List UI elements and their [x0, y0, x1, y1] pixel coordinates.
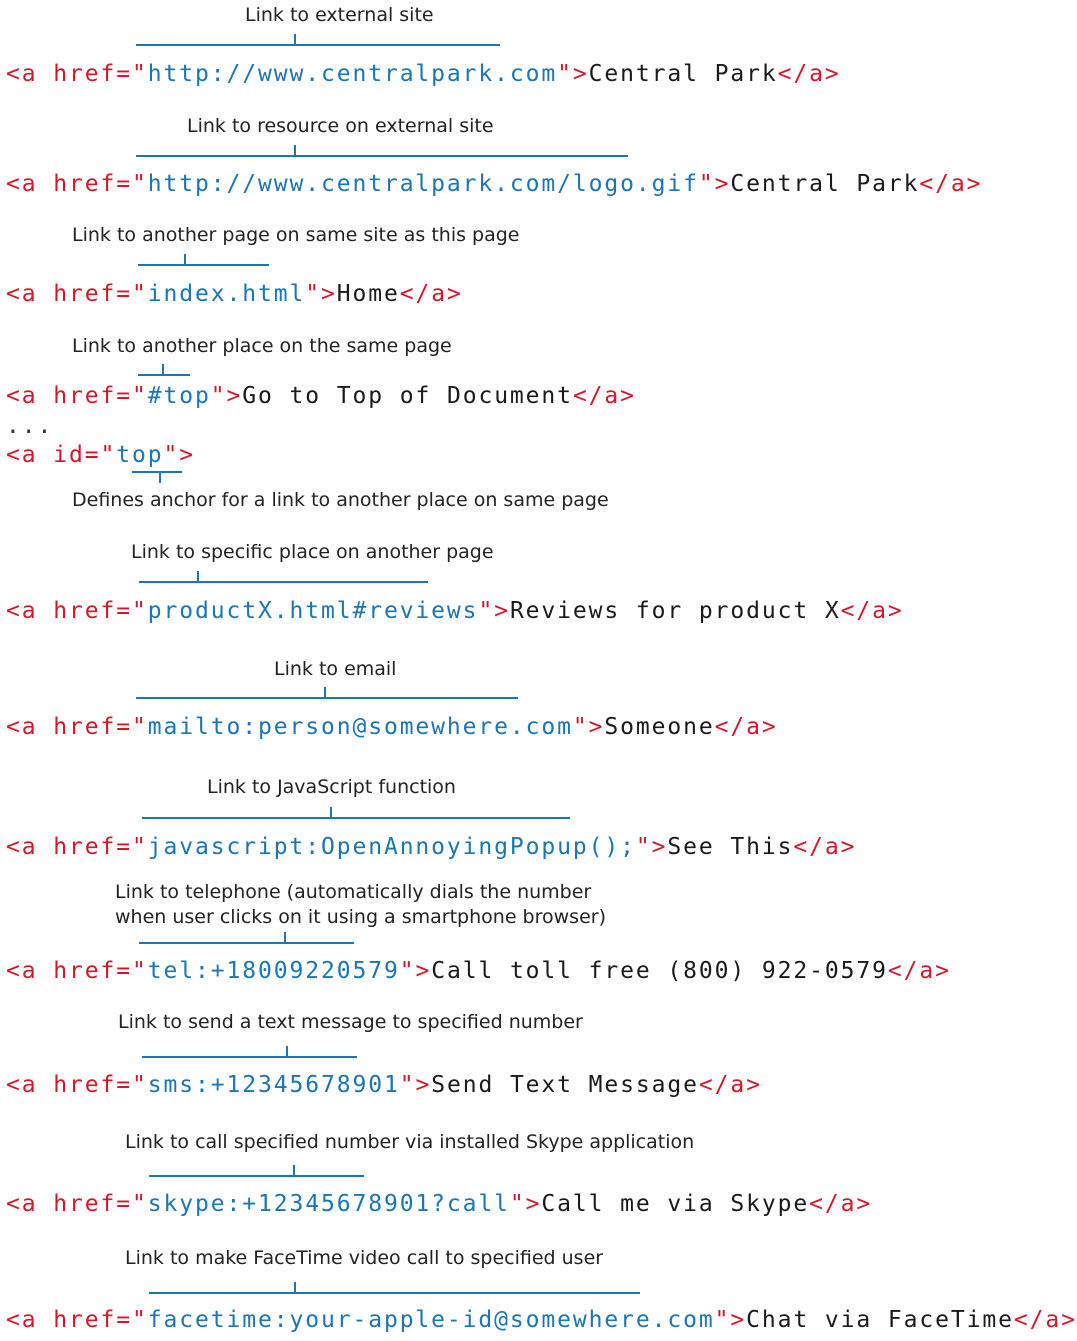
link-text: Reviews for product X	[509, 598, 841, 624]
code-line	[6, 597, 904, 625]
tag-end: </a>	[809, 1191, 873, 1217]
value-bracket	[136, 145, 628, 157]
link-text: Home	[336, 281, 400, 307]
href-value: #top	[147, 383, 211, 409]
annotation-label: Link to specific place on another page	[131, 541, 494, 563]
href-value: mailto:person@somewhere.com	[147, 714, 573, 740]
tag-end: </a>	[714, 714, 778, 740]
value-bracket	[136, 687, 518, 699]
link-text: Central Park	[588, 61, 778, 87]
tag-close: ">	[635, 834, 668, 860]
code-line	[6, 833, 856, 861]
code-line	[6, 280, 463, 308]
href-value: tel:+18009220579	[147, 958, 400, 984]
tag-close: ">	[478, 598, 510, 624]
code-line	[6, 1190, 872, 1218]
tag-open: <a href="	[6, 714, 148, 740]
tag-close: ">	[714, 1307, 747, 1333]
anchor-code-line	[6, 441, 195, 469]
tag-close: ">	[399, 958, 432, 984]
value-bracket	[149, 1282, 640, 1294]
code-line	[6, 1306, 1077, 1334]
tag-open: <a href="	[6, 383, 148, 409]
value-bracket	[149, 1165, 364, 1177]
tag-end: </a>	[919, 171, 983, 197]
tag-open: <a id="	[6, 442, 117, 468]
link-text: Call toll free (800) 922-0579	[431, 958, 888, 984]
code-line	[6, 713, 778, 741]
link-text: Call me via Skype	[541, 1191, 810, 1217]
tag-end: </a>	[698, 1072, 762, 1098]
link-text: Chat via FaceTime	[746, 1307, 1014, 1333]
tag-close: ">	[163, 442, 195, 468]
tag-open: <a href="	[6, 1307, 148, 1333]
code-line	[6, 170, 982, 198]
link-text: Send Text Message	[431, 1072, 699, 1098]
tag-end: </a>	[1013, 1307, 1077, 1333]
value-bracket	[139, 571, 428, 583]
annotation-label: Link to telephone (automatically dials the number	[115, 881, 592, 903]
tag-close: ">	[572, 714, 605, 740]
link-text: See This	[667, 834, 794, 860]
annotation-label: Link to resource on external site	[187, 115, 494, 137]
annotation-label: Link to another place on the same page	[72, 335, 452, 357]
value-bracket	[142, 1046, 357, 1058]
annotation-label-line2: when user clicks on it using a smartphone browser)	[115, 906, 606, 928]
code-line	[6, 1071, 762, 1099]
link-text: Someone	[604, 714, 715, 740]
tag-end: </a>	[887, 958, 951, 984]
code-line	[6, 382, 636, 410]
href-value: skype:+12345678901?call	[147, 1191, 510, 1217]
tag-close: ">	[210, 383, 243, 409]
id-value: top	[116, 442, 164, 468]
tag-close: ">	[399, 1072, 432, 1098]
code-line	[6, 957, 951, 985]
tag-open: <a href="	[6, 834, 148, 860]
href-value: http://www.centralpark.com/logo.gif	[147, 171, 699, 197]
annotation-label: Link to JavaScript function	[207, 776, 456, 798]
href-value: sms:+12345678901	[147, 1072, 400, 1098]
code-line	[6, 60, 841, 88]
value-bracket	[138, 364, 190, 376]
tag-close: ">	[557, 61, 589, 87]
annotation-label: Link to another page on same site as this page	[72, 224, 520, 246]
href-value: productX.html#reviews	[147, 598, 479, 624]
tag-open: <a href="	[6, 281, 148, 307]
tag-open: <a href="	[6, 1191, 148, 1217]
link-text: Go to Top of Document	[242, 383, 573, 409]
href-value: facetime:your-apple-id@somewhere.com	[147, 1307, 715, 1333]
id-bracket	[132, 471, 182, 483]
href-value: http://www.centralpark.com	[147, 61, 558, 87]
href-value: javascript:OpenAnnoyingPopup();	[147, 834, 636, 860]
tag-end: </a>	[572, 383, 636, 409]
link-text: Central Park	[730, 171, 920, 197]
tag-close: ">	[509, 1191, 542, 1217]
tag-close: ">	[698, 171, 731, 197]
annotation-label: Link to send a text message to specified number	[118, 1011, 583, 1033]
href-value: index.html	[147, 281, 306, 307]
annotation-label: Link to external site	[245, 4, 434, 26]
annotation-label: Link to email	[274, 658, 397, 680]
tag-open: <a href="	[6, 598, 148, 624]
tag-open: <a href="	[6, 958, 148, 984]
tag-open: <a href="	[6, 1072, 148, 1098]
annotation-label: Link to make FaceTime video call to specified user	[125, 1247, 604, 1269]
tag-end: </a>	[840, 598, 904, 624]
value-bracket	[136, 34, 500, 46]
annotation-label: Defines anchor for a link to another place on same page	[72, 489, 609, 511]
tag-open: <a href="	[6, 171, 148, 197]
value-bracket	[139, 932, 354, 944]
tag-end: </a>	[777, 61, 841, 87]
value-bracket	[142, 807, 570, 819]
tag-close: ">	[305, 281, 337, 307]
tag-end: </a>	[793, 834, 857, 860]
ellipsis: ...	[6, 413, 54, 439]
annotation-label: Link to call specified number via installed Skype application	[125, 1131, 695, 1153]
tag-open: <a href="	[6, 61, 148, 87]
tag-end: </a>	[399, 281, 463, 307]
value-bracket	[138, 254, 269, 266]
